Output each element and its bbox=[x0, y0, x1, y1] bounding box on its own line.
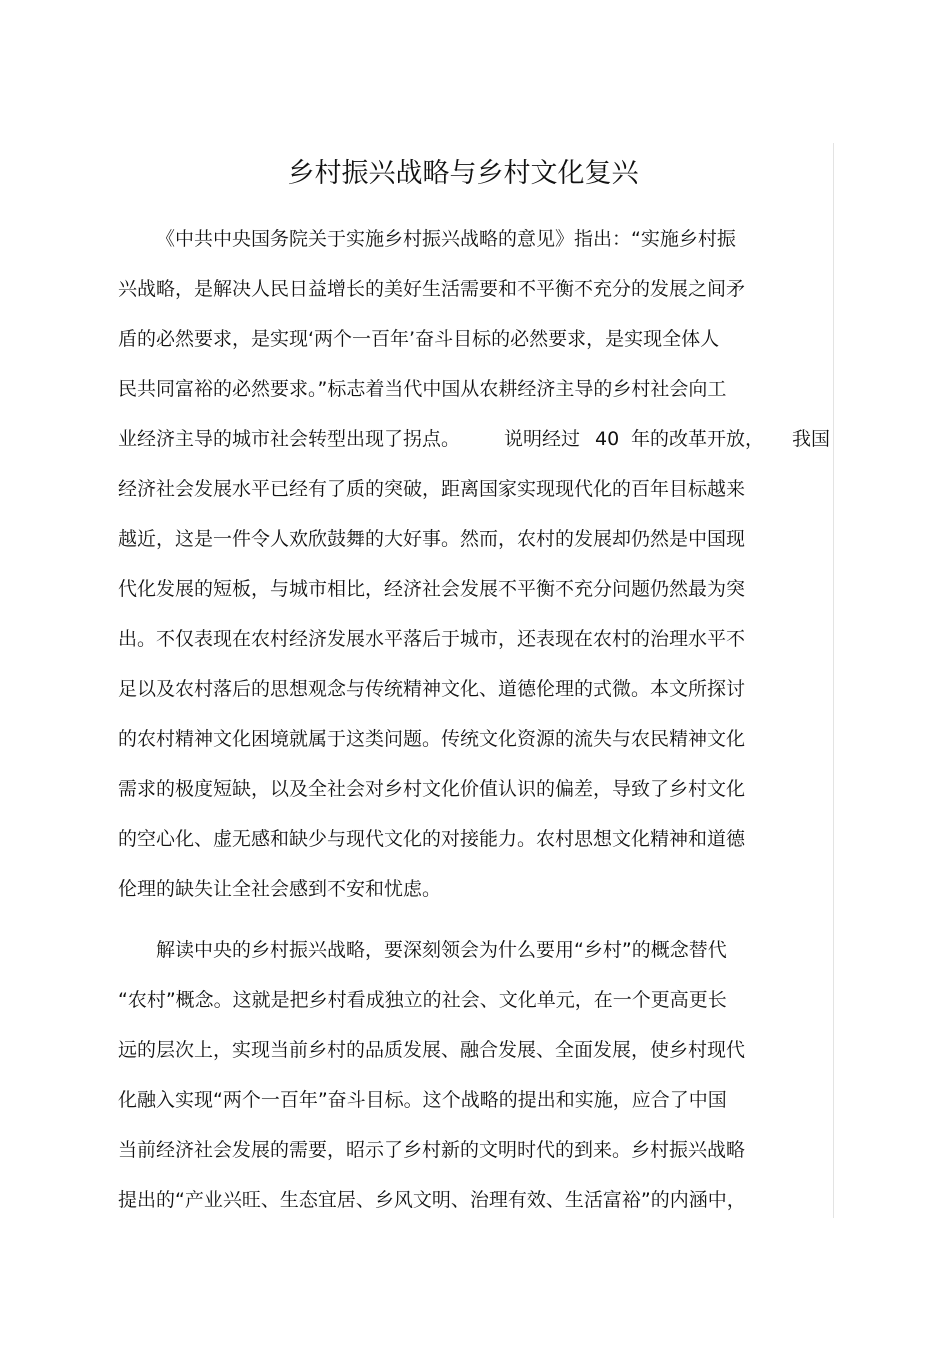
paragraph-2-line-1: 解读中央的乡村振兴战略，要深刻领会为什么要用“乡村”的概念替代 bbox=[156, 939, 727, 961]
paragraph-1-line-3: 盾的必然要求，是实现‘两个一百年’奋斗目标的必然要求，是实现全体人 bbox=[118, 328, 720, 350]
line-5-segment-e: 我国 bbox=[792, 428, 831, 450]
margin-rule bbox=[833, 143, 834, 1218]
line-5-segment-d: 年的改革开放， bbox=[631, 428, 765, 450]
paragraph-1-line-9: 出。不仅表现在农村经济发展水平落后于城市，还表现在农村的治理水平不 bbox=[118, 628, 746, 650]
paragraph-2-line-4: 化融入实现“两个一百年”奋斗目标。这个战略的提出和实施，应合了中国 bbox=[118, 1089, 727, 1111]
paragraph-1-line-5 bbox=[118, 424, 838, 454]
paragraph-1-line-2: 兴战略，是解决人民日益增长的美好生活需要和不平衡不充分的发展之间矛 bbox=[118, 278, 746, 300]
paragraph-1-line-7: 越近，这是一件令人欢欣鼓舞的大好事。然而，农村的发展却仍然是中国现 bbox=[118, 528, 746, 550]
paragraph-1-line-1: 《中共中央国务院关于实施乡村振兴战略的意见》指出：“实施乡村振 bbox=[156, 228, 736, 250]
paragraph-1-line-4: 民共同富裕的必然要求。”标志着当代中国从农耕经济主导的乡村社会向工 bbox=[118, 378, 727, 400]
line-5-segment-c: 40 bbox=[595, 428, 620, 450]
paragraph-1-line-13: 的空心化、虚无感和缺少与现代文化的对接能力。农村思想文化精神和道德 bbox=[118, 828, 746, 850]
paragraph-2-line-2: “农村”概念。这就是把乡村看成独立的社会、文化单元，在一个更高更长 bbox=[118, 989, 727, 1011]
paragraph-1-line-14: 伦理的缺失让全社会感到不安和忧虑。 bbox=[118, 878, 442, 900]
paragraph-1-line-12: 需求的极度短缺，以及全社会对乡村文化价值认识的偏差，导致了乡村文化 bbox=[118, 778, 746, 800]
paragraph-2-line-5: 当前经济社会发展的需要，昭示了乡村新的文明时代的到来。乡村振兴战略 bbox=[118, 1139, 746, 1161]
document-title: 乡村振兴战略与乡村文化复兴 bbox=[287, 158, 639, 189]
paragraph-2-line-6: 提出的“产业兴旺、生态宜居、乡风文明、治理有效、生活富裕”的内涵中， bbox=[118, 1189, 746, 1211]
paragraph-1-line-8: 代化发展的短板，与城市相比，经济社会发展不平衡不充分问题仍然最为突 bbox=[118, 578, 746, 600]
paragraph-1-line-6: 经济社会发展水平已经有了质的突破，距离国家实现现代化的百年目标越来 bbox=[118, 478, 746, 500]
line-5-segment-b: 说明经过 bbox=[504, 428, 581, 450]
paragraph-1-line-10: 足以及农村落后的思想观念与传统精神文化、道德伦理的式微。本文所探讨 bbox=[118, 678, 746, 700]
paragraph-2-line-3: 远的层次上，实现当前乡村的品质发展、融合发展、全面发展，使乡村现代 bbox=[118, 1039, 746, 1061]
line-5-segment-a: 业经济主导的城市社会转型出现了拐点。 bbox=[118, 428, 461, 450]
paragraph-1-line-11: 的农村精神文化困境就属于这类问题。传统文化资源的流失与农民精神文化 bbox=[118, 728, 746, 750]
